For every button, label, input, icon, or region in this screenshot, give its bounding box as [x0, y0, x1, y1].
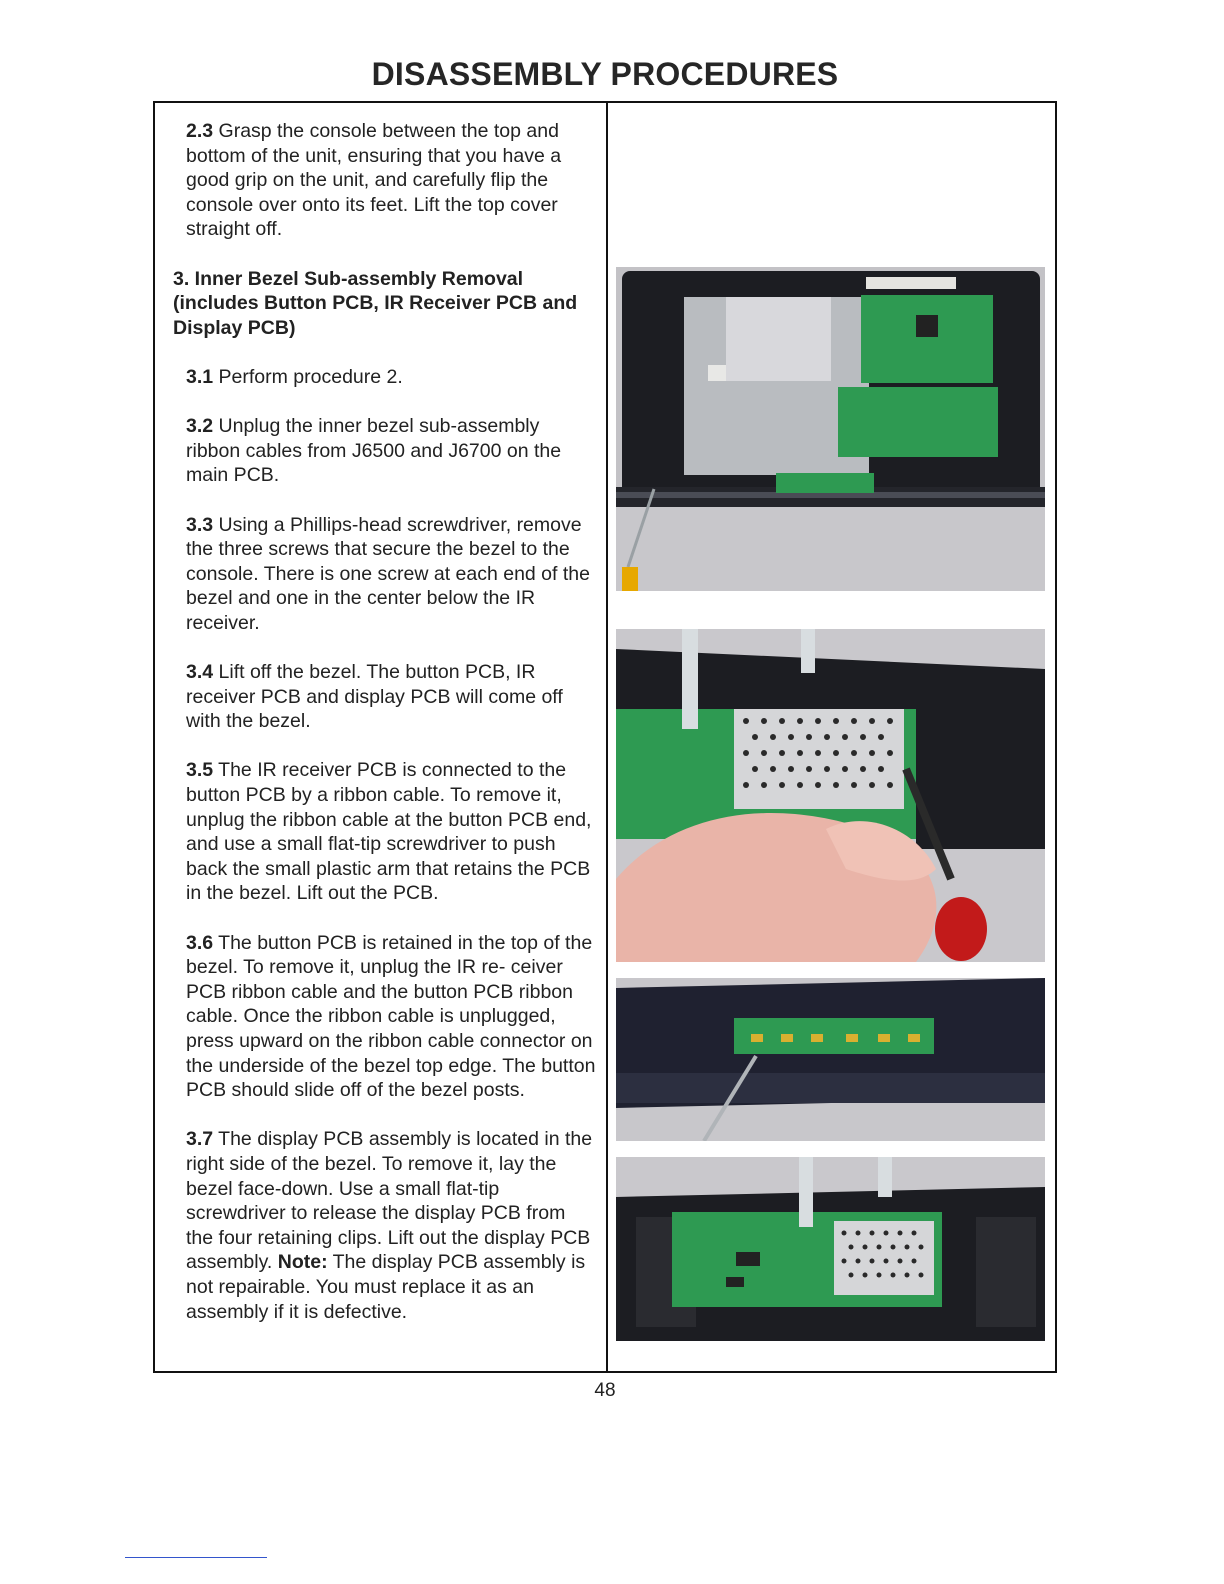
page-number: 48	[594, 1380, 616, 1401]
instruction-column	[173, 119, 597, 1349]
step-3-4: 3.4 Lift off the bezel. The button PCB, IR receiver PCB and display PCB will come off with the bezel.	[186, 661, 563, 733]
column-divider	[606, 103, 608, 1371]
photo-display-pcb	[616, 1157, 1045, 1341]
photo-console-open	[616, 267, 1045, 591]
step-2-3: 2.3 Grasp the console between the top and bottom of the unit, ensuring that you have a good grip on the unit, and carefully flip the console over onto its feet. Lift the top cover straight off.	[186, 120, 562, 241]
photo-ir-pcb-removal	[616, 629, 1045, 962]
photo-button-pcb	[616, 978, 1045, 1141]
step-3-1: 3.1 Perform procedure 2.	[186, 365, 403, 388]
footnote-rule	[125, 1557, 267, 1558]
section-3-heading: 3. Inner Bezel Sub-assembly Removal (includes Button PCB, IR Receiver PCB and Display PCB)	[173, 267, 578, 339]
step-3-2: 3.2 Unplug the inner bezel sub-assembly ribbon cables from J6500 and J6700 on the main PCB.	[186, 415, 562, 487]
step-3-6: 3.6 The button PCB is retained in the top of the bezel. To remove it, unplug the IR re- ceiver PCB ribbon cable and the button PCB ribbon cable. Once the ribbon cable is unplugged, press upward on the ribbon cable connector on the underside of the bezel top edge. The button PCB should slide off of the bezel posts.	[186, 931, 596, 1102]
step-3-7: 3.7 The display PCB assembly is located in the right side of the bezel. To remove it, lay the bezel face-down. Use a small flat-tip screwdriver to release the display PCB from the four retaining clips. Lift out the display PCB assembly. Note: The display PCB assembly is not repairable. You must replace it as an assembly if it is defective.	[186, 1128, 593, 1323]
page-title: DISASSEMBLY PROCEDURES	[371, 56, 839, 92]
note-label: Note:	[277, 1251, 328, 1274]
step-3-5: 3.5 The IR receiver PCB is connected to the button PCB by a ribbon cable. To remove it, unplug the ribbon cable at the button PCB end, and use a small flat-tip screwdriver to push back the small plastic arm that retains the PCB in the bezel. Lift out the PCB.	[186, 759, 592, 905]
step-3-3: 3.3 Using a Phillips-head screwdriver, remove the three screws that secure the bezel to the console. There is one screw at each end of the bezel and one in the center below the IR receiver.	[186, 513, 590, 634]
